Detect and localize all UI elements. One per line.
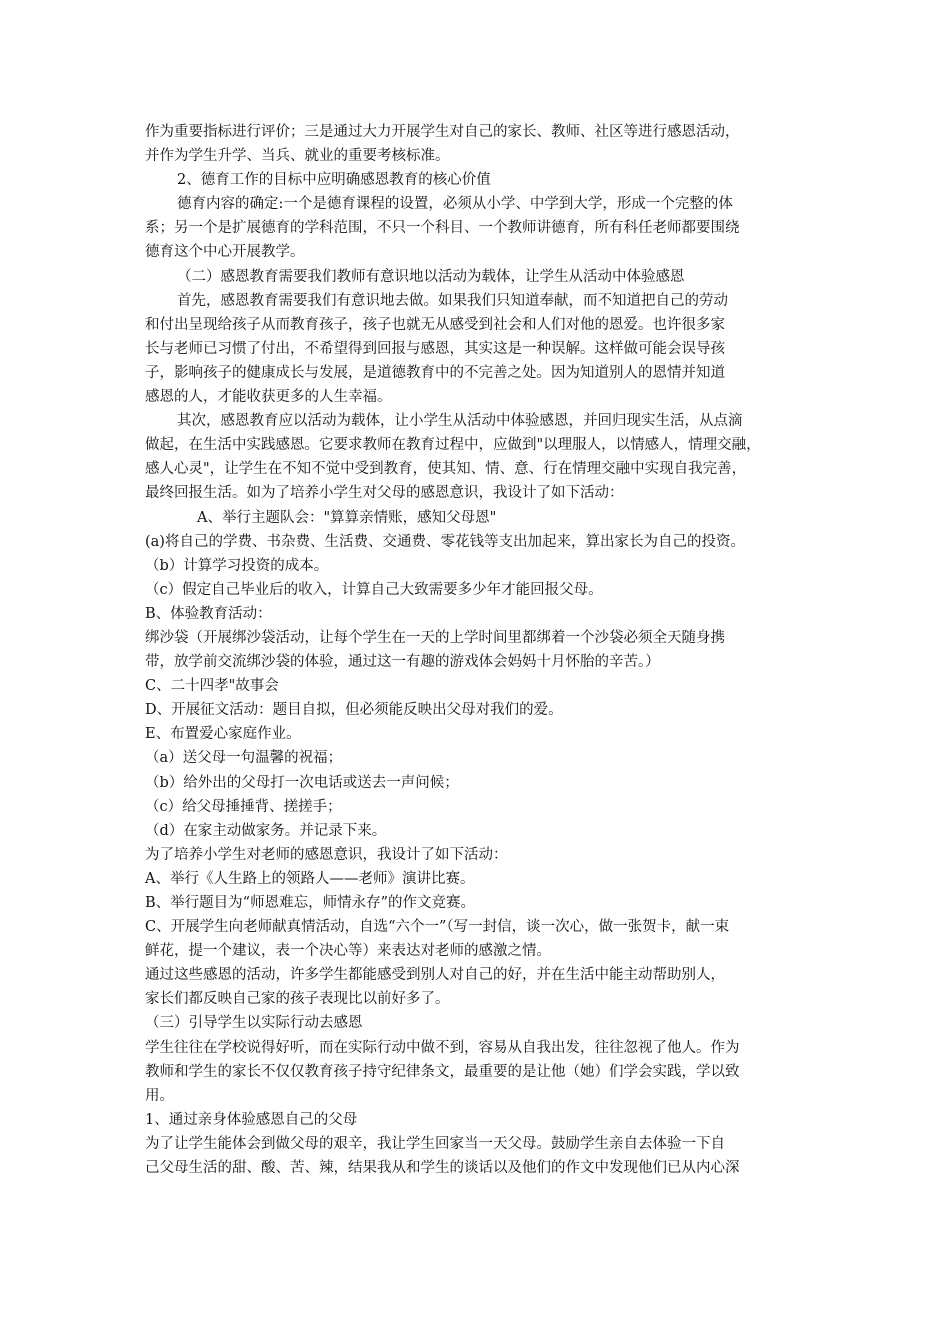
text-line: 为了培养小学生对老师的感恩意识，我设计了如下活动：: [145, 846, 508, 863]
text-line: 首先，感恩教育需要我们有意识地去做。如果我们只知道奉献，而不知道把自己的劳动: [177, 292, 728, 309]
text-line: （d）在家主动做家务。并记录下来。: [145, 822, 387, 839]
text-line: （c）给父母捶捶背、搓搓手；: [145, 798, 342, 815]
text-line: 并作为学生升学、当兵、就业的重要考核标准。: [145, 148, 450, 165]
text-line: 1、通过亲身体验感恩自己的父母: [145, 1111, 358, 1128]
text-line: 和付出呈现给孩子从而教育孩子，孩子也就无从感受到社会和人们对他的恩爱。也许很多家: [145, 316, 725, 333]
text-line: （b）给外出的父母打一次电话或送去一声问候；: [145, 774, 459, 791]
text-line: 绑沙袋（开展绑沙袋活动，让每个学生在一天的上学时间里都绑着一个沙袋必须全天随身携: [145, 629, 725, 646]
text-line: 子，影响孩子的健康成长与发展，是道德教育中的不完善之处。因为知道别人的恩情并知道: [145, 364, 725, 381]
text-line: 己父母生活的甜、酸、苦、辣，结果我从和学生的谈话以及他们的作文中发现他们已从内心深: [145, 1160, 740, 1177]
document-page: [145, 120, 809, 1180]
text-line: 为了让学生能体会到做父母的艰辛，我让学生回家当一天父母。鼓励学生亲自去体验一下自: [145, 1135, 725, 1152]
text-line: 学生往往在学校说得好听，而在实际行动中做不到，容易从自我出发，往往忽视了他人。作为: [145, 1039, 740, 1056]
text-line: 感恩的人，才能收获更多的人生幸福。: [145, 389, 392, 406]
text-line: 其次，感恩教育应以活动为载体，让小学生从活动中体验感恩，并回归现实生活，从点滴: [177, 413, 743, 430]
text-line: 教师和学生的家长不仅仅教育孩子持守纪律条文，最重要的是让他（她）们学会实践，学以致: [145, 1063, 740, 1080]
text-line: （b）计算学习投资的成本。: [145, 557, 329, 574]
text-line: 2、德育工作的目标中应明确感恩教育的核心价值: [177, 172, 491, 189]
text-line: 做起，在生活中实践感恩。它要求教师在教育过程中，应做到"以理服人，以情感人，情理交融，: [145, 437, 761, 454]
text-line: 感人心灵"，让学生在不知不觉中受到教育，使其知、情、意、行在情理交融中实现自我完善，: [145, 461, 747, 478]
text-line: 作为重要指标进行评价；三是通过大力开展学生对自己的家长、教师、社区等进行感恩活动，: [145, 124, 740, 140]
text-line: 鲜花，提一个建议，表一个决心等）来表达对老师的感激之情。: [145, 943, 551, 960]
text-line: 长与老师已习惯了付出，不希望得到回报与感恩，其实这是一种误解。这样做可能会误导孩: [145, 340, 725, 357]
text-line: 用。: [145, 1087, 174, 1104]
text-line: B、体验教育活动：: [145, 605, 272, 622]
text-line: C、开展学生向老师献真情活动，自选“六个一”（写一封信，谈一次心，做一张贺卡，献一束: [145, 919, 730, 936]
text-line: 系；另一个是扩展德育的学科范围，不只一个科目、一个教师讲德育，所有科任老师都要围绕: [145, 220, 740, 237]
text-line: 最终回报生活。如为了培养小学生对父母的感恩意识，我设计了如下活动：: [145, 485, 624, 502]
text-line: 带，放学前交流绑沙袋的体验，通过这一有趣的游戏体会妈妈十月怀胎的辛苦。）: [145, 654, 660, 671]
text-line: 通过这些感恩的活动，许多学生都能感受到别人对自己的好，并在生活中能主动帮助别人，: [145, 967, 725, 984]
text-line: D、开展征文活动：题目自拟，但必须能反映出父母对我们的爱。: [145, 702, 563, 719]
text-line: （三）引导学生以实际行动去感恩: [145, 1015, 363, 1032]
text-line: A、举行《人生路上的领路人——老师》演讲比赛。: [145, 870, 475, 887]
text-line: （c）假定自己毕业后的收入，计算自己大致需要多少年才能回报父母。: [145, 581, 603, 598]
text-line: (a)将自己的学费、书杂费、生活费、交通费、零花钱等支出加起来，算出家长为自己的投资。: [145, 533, 745, 550]
text-line: E、布置爱心家庭作业。: [145, 726, 301, 743]
text-line: A、举行主题队会："算算亲情账，感知父母恩": [197, 509, 497, 526]
text-line: 家长们都反映自己家的孩子表现比以前好多了。: [145, 991, 450, 1008]
text-line: 德育内容的确定:一个是德育课程的设置，必须从小学、中学到大学，形成一个完整的体: [177, 196, 733, 213]
text-line: （a）送父母一句温馨的祝福；: [145, 750, 343, 767]
text-line: B、举行题目为“师恩难忘，师情永存”的作文竞赛。: [145, 895, 475, 911]
text-line: （二）感恩教育需要我们教师有意识地以活动为载体，让学生从活动中体验感恩: [177, 268, 685, 285]
text-line: C、二十四孝"故事会: [145, 678, 279, 695]
text-line: 德育这个中心开展教学。: [145, 244, 305, 261]
